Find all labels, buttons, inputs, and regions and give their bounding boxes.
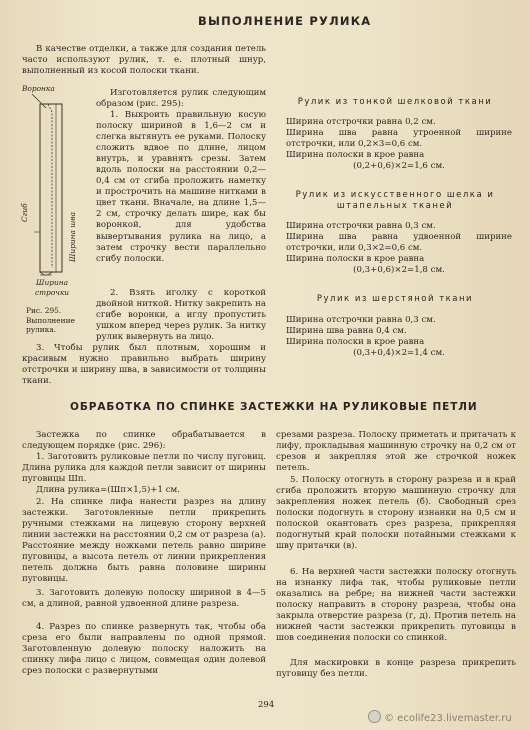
artificial-heading: Рулик из искусственного шелка и штапельных тканей [295,190,495,211]
artificial-line-1: Ширина отстрочки равна 0,3 см. [286,221,436,231]
wool-line-4: (0,3+0,4)×2=1,4 см. [353,348,445,358]
silk-heading: Рулик из тонкой шелковой ткани [297,97,493,107]
fastening-step-5: 5. Полоску отогнуть в сторону разреза и в край сгиба проложить вторую машинную строчку для закрепления ножек петель (б). Свободный срез полоски подогнуть в сторону изнанки на 0,5 см и полоской окантовать срез разреза, прикрепляя подогнутый край полоски потайными стежками к шву притачки (в). [276,475,516,552]
watermark-text: © ecolife23.livemaster.ru [384,713,512,724]
fastening-intro: Застежка по спинке обрабатывается в следующем порядке (рис. 296): [22,430,266,452]
step-3-paragraph: 3. Чтобы рулик был плотным, хорошим и красивым нужно правильно выбрать ширину отстрочки и ширину шва, в зависимости от толщины ткани. [22,343,266,387]
step-2-paragraph: 2. Взять иголку с короткой двойной ниткой. Нитку закрепить на сгибе воронки, а иглу пропустить ушком вперед через рулик. За нитку рулик вывернуть на лицо. [96,288,266,343]
figure-caption: Рис. 295. Выполнение рулика. [26,306,75,334]
figure-label-width: Ширина строчки [34,278,70,297]
figure-label-funnel: Воронка [22,84,55,93]
step-1-paragraph: 1. Выкроить правильную косую полоску шириной в 1,6—2 см и слегка вытянуть ее руками. Полоску сложить вдвое по длине, лицом внутрь, и уравнять срезы. Затем вдоль полоски на расстоянии 0,2—0,4 см от сгиба проложить наметку и прострочить на машине нитками в цвет ткани. Вначале, на длине 1,5—2 см, строчку делать шире, как бы воронкой, для удобства вывертывания рулика на лицо, а затем строчку вести параллельно сгибу полоски. [96,110,266,264]
silk-line-4: (0,2+0,6)×2=1,6 см. [353,161,445,171]
fastening-step-4-cont: срезами разреза. Полоску приметать и притачать к лифу, прокладывая машинную строчку на 0,2 см от срезов и закрепляя этой же строчкой ножек петель. [276,430,516,474]
figure-295 [18,82,92,312]
silk-line-3: Ширина полоски в крое равна [286,150,425,160]
silk-line-1: Ширина отстрочки равна 0,2 см. [286,117,436,127]
artificial-line-4: (0,3+0,6)×2=1,8 см. [353,265,445,275]
livemaster-logo-icon [368,710,381,723]
artificial-line-2: Ширина шва равна удвоенной ширине отстрочки, или 0,3×2=0,6 см. [286,232,512,254]
wool-line-2: Ширина шва равна 0,4 см. [286,326,407,336]
rulik-diagram [18,82,92,282]
fastening-step-7: Для маскировки в конце разреза прикрепить пуговицу без петли. [276,658,516,680]
wool-heading: Рулик из шерстяной ткани [316,294,474,304]
fastening-step-4: 4. Разрез по спинке развернуть так, чтобы оба среза его были направлены по одной прямой. Заготовленную долевую полоску наложить на спинку лифа лицо с лицом, совмещая один долевой срез полоски с развернутыми [22,622,266,677]
fastening-step-3: 3. Заготовить долевую полоску шириной в 4—5 см, а длиной, равной удвоенной длине разреза. [22,588,266,610]
watermark [368,710,512,724]
wool-line-1: Ширина отстрочки равна 0,3 см. [286,315,436,325]
fastening-formula: Длина рулика=(Шп×1,5)+1 см. [36,485,180,495]
page-number: 294 [258,700,275,710]
artificial-line-3: Ширина полоски в крое равна [286,254,425,264]
figure-label-fold: Сгиб [20,203,29,222]
section-title-rulik: ВЫПОЛНЕНИЕ РУЛИКА [198,14,372,28]
fastening-step-6: 6. На верхней части застежки полоску отогнуть на изнанку лифа так, чтобы руликовые петли оказались на ребре; на нижней части застежки полоску направить в сторону разреза, чтобы она закрыла отверстие разреза (г, д). Против петель на нижней части застежки прикрепить пуговицы в шов соединения полоски со спинкой. [276,567,516,644]
silk-line-2: Ширина шва равна утроенной ширине отстрочки, или 0,2×3=0,6 см. [286,128,512,150]
intro-paragraph: В качестве отделки, а также для создания петель часто используют рулик, т. е. плотный шнур, выполненный из косой полоски ткани. [22,44,266,77]
figure-label-seam: Ширина шва [68,211,77,262]
fastening-step-1: 1. Заготовить руликовые петли по числу пуговиц. Длина рулика для каждой петли зависит от ширины пуговицы Шп. [22,452,266,485]
made-paragraph: Изготовляется рулик следующим образом (рис. 295): [96,88,266,110]
wool-line-3: Ширина полоски в крое равна [286,337,425,347]
fastening-step-2: 2. На спинке лифа нанести разрез на длину застежки. Заготовленные петли прикрепить ручными стежками на лицевую сторону верхней линии застежки на расстоянии 0,2 см от разреза (а). Расстояние между ножками петель равно ширине пуговицы, а высота петель от линии прикрепления петель должна быть равна половине ширины пуговицы. [22,497,266,585]
section-title-fastening: ОБРАБОТКА ПО СПИНКЕ ЗАСТЕЖКИ НА РУЛИКОВЫЕ ПЕТЛИ [70,401,478,413]
